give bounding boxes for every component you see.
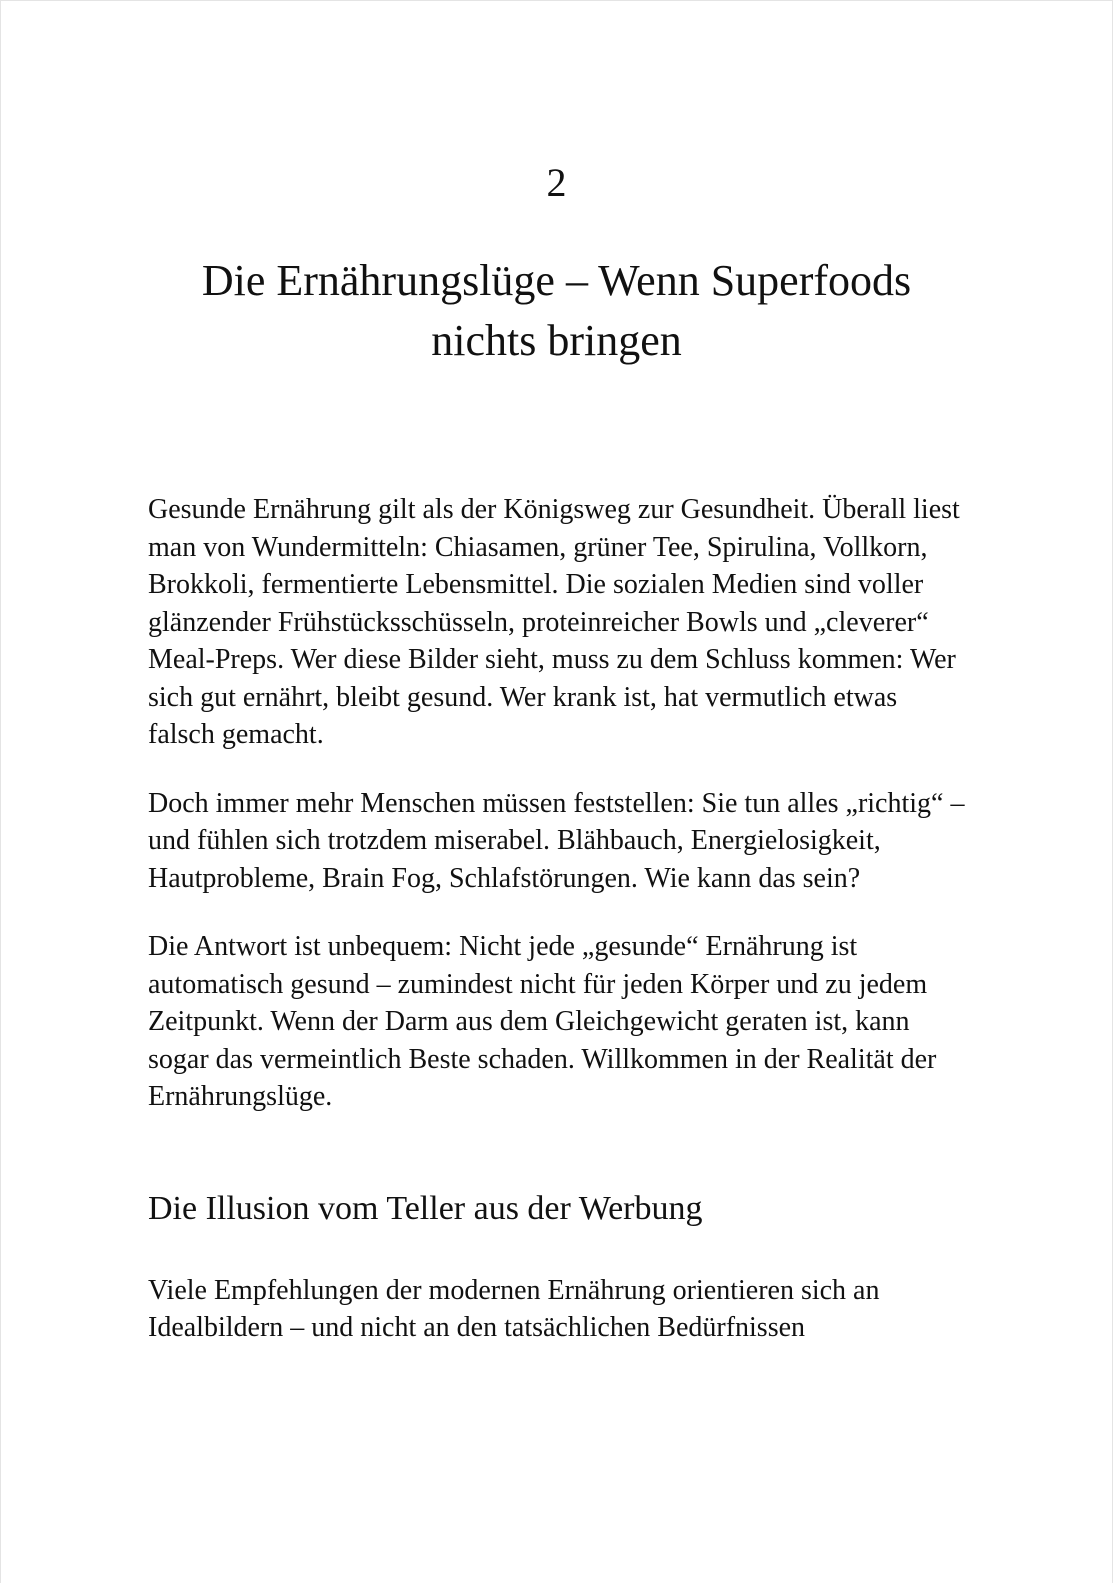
chapter-body — [148, 491, 968, 1378]
chapter-title-line-2: nichts bringen — [431, 316, 682, 365]
book-page — [1, 1, 1112, 1583]
section-paragraph-1: Viele Empfehlungen der modernen Ernährung orientieren sich an Idealbildern – und nicht an den tatsächlichen Bedürfnissen — [148, 1274, 880, 1343]
chapter-number: 2 — [546, 160, 567, 205]
body-paragraph-2: Doch immer mehr Menschen müssen feststellen: Sie tun alles „richtig“ – und fühlen sich trotzdem miserabel. Blähbauch, Energielosigkeit, Hautprobleme, Brain Fog, Schlafstörungen. Wie kann das sein? — [148, 787, 965, 894]
section-heading: Die Illusion vom Teller aus der Werbung — [148, 1189, 703, 1227]
chapter-title-line-1: Die Ernährungslüge – Wenn Superfoods — [201, 256, 912, 305]
chapter-title — [111, 251, 1002, 371]
body-paragraph-1: Gesunde Ernährung gilt als der Königsweg zur Gesundheit. Überall liest man von Wundermitteln: Chiasamen, grüner Tee, Spirulina, Vollkorn, Brokkoli, fermentierte Lebensmittel. Die sozialen Medien sind voller glänzender Frühstücksschüsseln, proteinreicher Bowls und „cleverer“ Meal-Preps. Wer diese Bilder sieht, muss zu dem Schluss kommen: Wer sich gut ernährt, bleibt gesund. Wer krank ist, hat vermutlich etwas falsch gemacht. — [148, 494, 960, 750]
body-paragraph-3: Die Antwort ist unbequem: Nicht jede „gesunde“ Ernährung ist automatisch gesund – zumindest nicht für jeden Körper und zu jedem Zeitpunkt. Wenn der Darm aus dem Gleichgewicht geraten ist, kann sogar das vermeintlich Beste schaden. Willkommen in der Realität der Ernährungslüge. — [148, 931, 937, 1112]
